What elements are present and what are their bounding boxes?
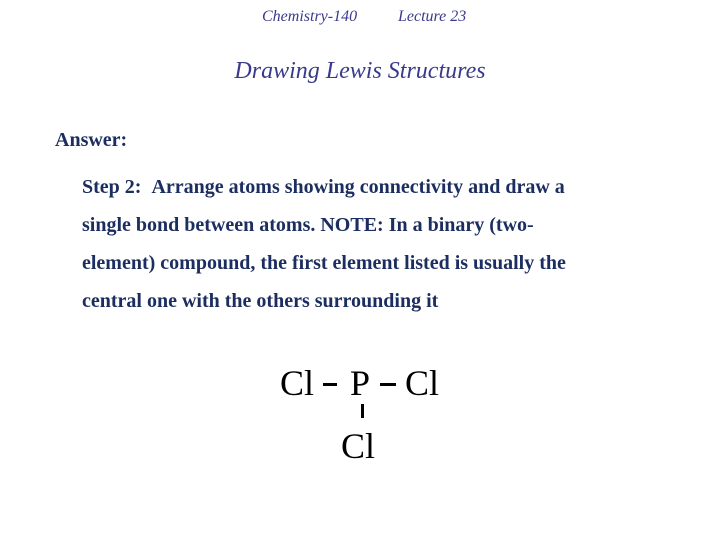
step-line-1-text: Arrange atoms showing connectivity and draw a xyxy=(151,176,565,198)
right-single-bond xyxy=(380,383,396,386)
bottom-chlorine-atom: Cl xyxy=(341,426,376,466)
step-line-3: element) compound, the first element listed is usually the xyxy=(82,252,566,274)
left-single-bond xyxy=(323,383,337,386)
lecture-header: Lecture 23 xyxy=(398,8,467,25)
right-chlorine-atom: Cl xyxy=(405,363,440,403)
step-text xyxy=(82,168,702,320)
course-header: Chemistry-140 xyxy=(262,8,358,25)
step-label: Step 2: xyxy=(82,176,142,198)
central-phosphorus-atom: P xyxy=(350,363,371,403)
step-line-1 xyxy=(82,168,702,206)
bottom-single-bond xyxy=(361,404,364,418)
step-line-2: single bond between atoms. NOTE: In a binary (two- xyxy=(82,214,534,236)
answer-label: Answer: xyxy=(55,129,128,151)
left-chlorine-atom: Cl xyxy=(280,363,315,403)
step-line-4: central one with the others surrounding it xyxy=(82,290,439,312)
slide-title: Drawing Lewis Structures xyxy=(234,58,486,84)
